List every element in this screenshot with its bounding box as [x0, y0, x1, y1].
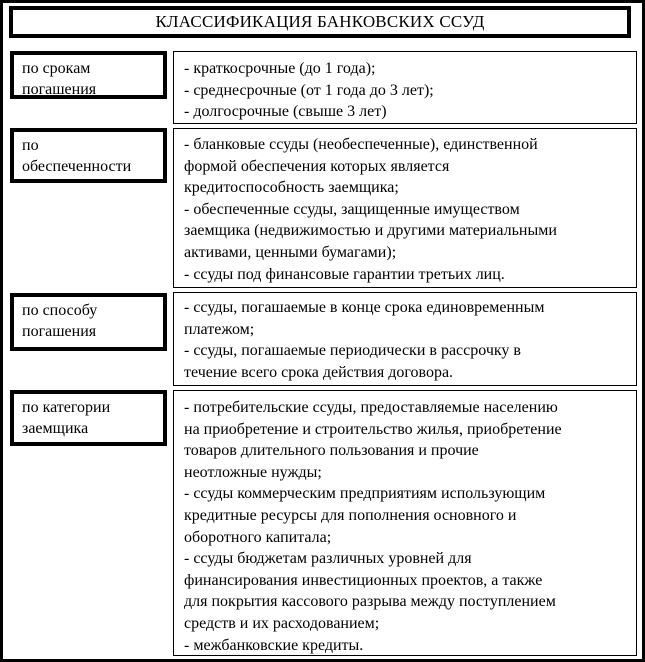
description-line: - бланковые ссуды (необеспеченные), единственной	[184, 136, 538, 153]
diagram-title	[9, 6, 631, 38]
description-line: кредитные ресурсы для пополнения основного и	[184, 506, 517, 524]
category-label-line: погашения	[22, 81, 97, 98]
description-line: активами, ценными бумагами);	[184, 243, 397, 261]
category-label-line: обеспеченности	[22, 158, 132, 175]
description-line: неотложные нужды;	[184, 463, 322, 481]
description-box-maturity	[173, 51, 637, 124]
category-box-borrower	[10, 390, 167, 446]
diagram-title-text: КЛАССИФИКАЦИЯ БАНКОВСКИХ ССУД	[155, 12, 485, 31]
category-label-line: заемщика	[22, 420, 89, 437]
category-label-line: по срокам	[22, 60, 91, 77]
description-line: - ссуды бюджетам различных уровней для	[184, 550, 472, 568]
category-box-collateral	[10, 128, 167, 183]
description-line: формой обеспечения которых является	[184, 157, 450, 175]
category-box-maturity	[10, 51, 167, 99]
description-line: для покрытия кассового разрыва между поступлением	[184, 593, 556, 611]
description-line: - краткосрочные (до 1 года);	[184, 60, 376, 77]
category-label-line: по	[22, 137, 39, 154]
description-line: заемщика (недвижимостью и другими материальными	[184, 222, 557, 240]
description-line: средств и их расходованием;	[184, 614, 380, 632]
description-line: - ссуды под финансовые гарантии третьих лиц.	[184, 265, 505, 283]
description-line: товаров длительного пользования и прочие	[184, 442, 479, 460]
description-box-collateral	[173, 128, 637, 288]
description-line: - долгосрочные (свыше 3 лет)	[184, 103, 387, 121]
description-box-borrower	[173, 390, 637, 656]
category-label-line: по способу	[22, 302, 98, 319]
description-line: кредитоспособность заемщика;	[184, 179, 399, 197]
description-line: - межбанковские кредиты.	[184, 636, 364, 654]
description-line: - потребительские ссуды, предоставляемые населению	[184, 399, 558, 416]
description-line: финансирования инвестиционных проектов, а также	[184, 571, 543, 589]
description-line: - ссуды, погашаемые периодически в рассрочку в	[184, 342, 521, 360]
category-label-line: погашения	[22, 323, 97, 340]
description-box-repayment	[173, 292, 637, 386]
description-line: течение всего срока действия договора.	[184, 363, 454, 381]
description-line: - среднесрочные (от 1 года до 3 лет);	[184, 81, 434, 99]
category-box-repayment	[10, 293, 167, 351]
description-line: оборотного капитала;	[184, 528, 332, 546]
description-line: - обеспеченные ссуды, защищенные имуществом	[184, 200, 520, 218]
category-label-line: по категории	[22, 399, 111, 416]
description-line: - ссуды коммерческим предприятиям использующим	[184, 485, 546, 503]
description-line: на приобретение и строительство жилья, приобретение	[184, 420, 562, 438]
description-line: - ссуды, погашаемые в конце срока единовременным	[184, 299, 545, 316]
description-line: платежом;	[184, 320, 255, 338]
